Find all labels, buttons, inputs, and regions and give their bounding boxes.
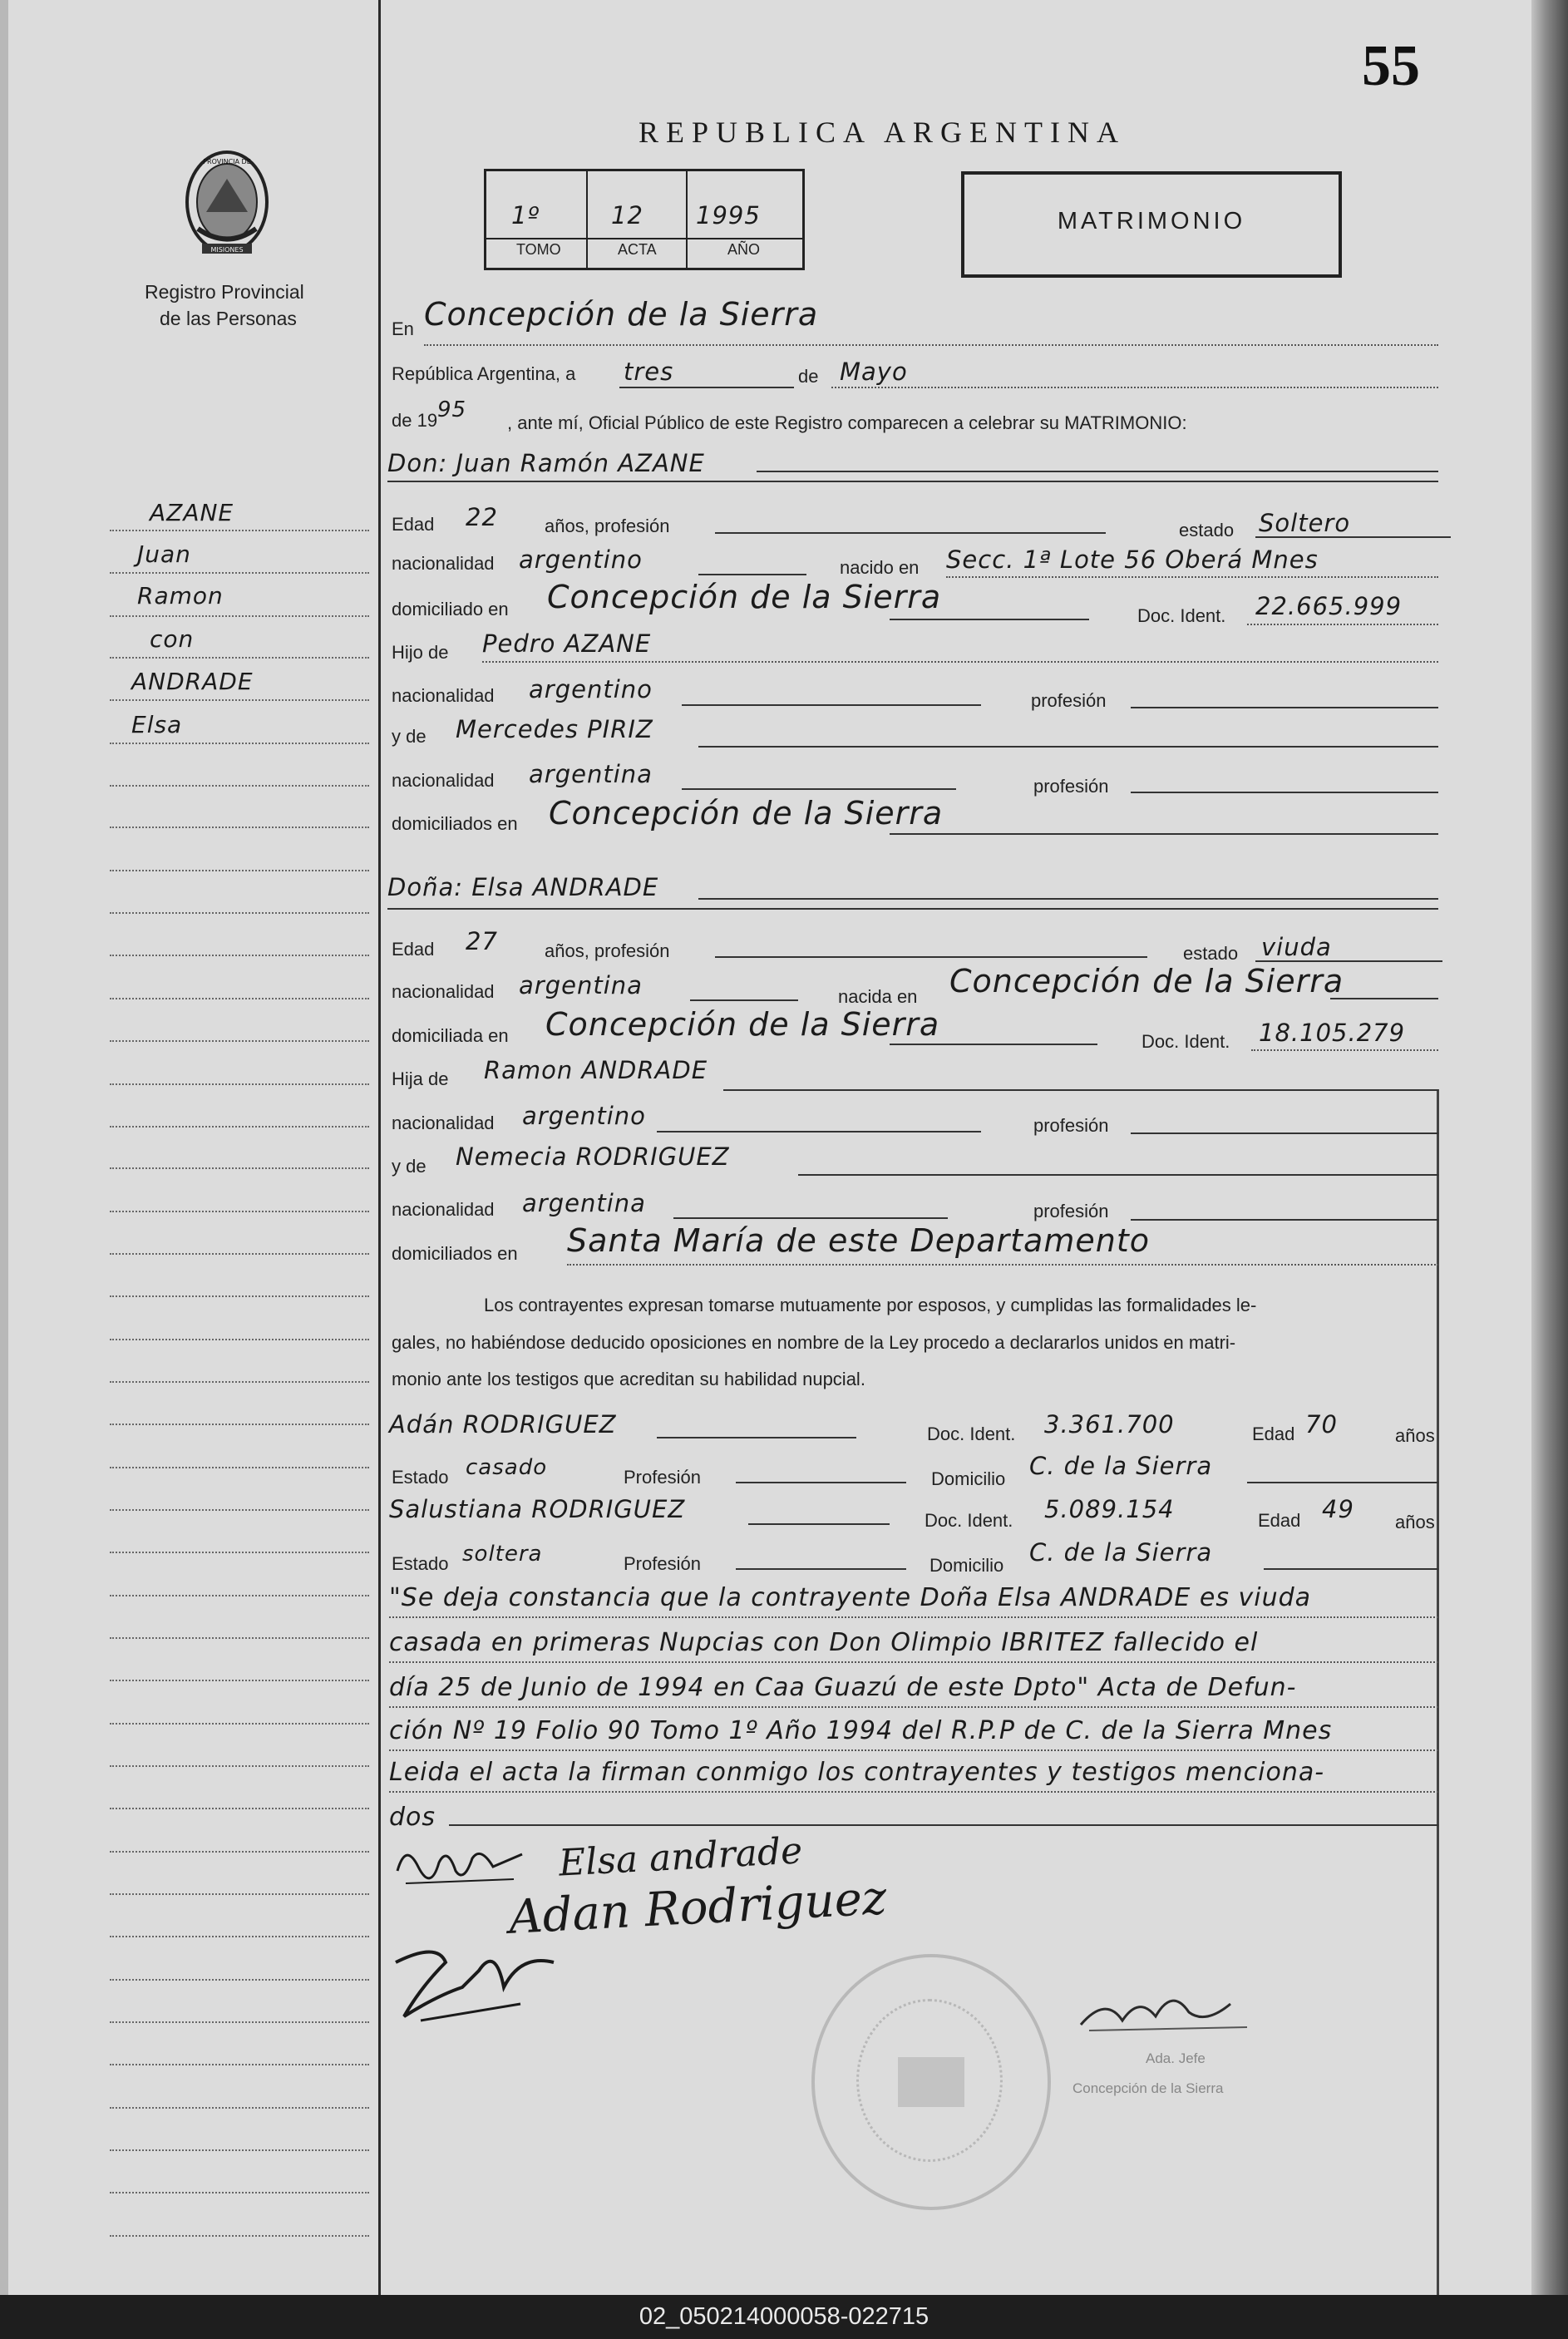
bride-domiciliada-label: domiciliada en (392, 1025, 509, 1046)
groom-nac-label: nacionalidad (392, 553, 495, 574)
anio-value: 1995 (696, 201, 761, 229)
bride-edad-label: Edad (392, 939, 435, 960)
bride-hija-label: Hija de (392, 1068, 449, 1089)
acta-value: 12 (611, 201, 643, 229)
groom-father-prof-label: profesión (1031, 690, 1107, 711)
groom-name: Don: Juan Ramón AZANE (387, 449, 705, 477)
witness1-doc: 3.361.700 (1044, 1410, 1175, 1438)
groom-estado-label: estado (1179, 520, 1235, 540)
bride-nac-label: nacionalidad (392, 981, 495, 1002)
bride-domicile: Concepción de la Sierra (545, 1006, 940, 1043)
registry-stamp (811, 1954, 1051, 2210)
groom-mother: Mercedes PIRIZ (456, 715, 653, 743)
bride-estado: viuda (1261, 933, 1332, 961)
official-stamp-line-1: Ada. Jefe (1146, 2050, 1206, 2066)
groom-father-nac-label: nacionalidad (392, 685, 495, 706)
groom-domiciliado-label: domiciliado en (392, 599, 509, 619)
right-border (1437, 1089, 1439, 2295)
anio-label: AÑO (727, 241, 761, 258)
margin-note-name3: Elsa (131, 711, 183, 738)
bride-profesion-label: años, profesión (545, 940, 670, 961)
label-republica: República Argentina, a (392, 363, 576, 384)
groom-parents-domicile: Concepción de la Sierra (549, 795, 944, 831)
note-line-5: Leida el acta la firman conmigo los contrayentes y testigos menciona- (389, 1758, 1325, 1787)
bride-age: 27 (466, 927, 498, 955)
bride-mother-prof-label: profesión (1033, 1201, 1109, 1221)
intro-month: Mayo (840, 358, 908, 386)
bride-mother: Nemecia RODRIGUEZ (456, 1142, 730, 1171)
registry-line-1: Registro Provincial (145, 281, 304, 303)
bride-nacida-label: nacida en (838, 986, 918, 1007)
country-title: REPUBLICA ARGENTINA (639, 116, 1127, 149)
groom-mother-nac-label: nacionalidad (392, 770, 495, 791)
margin-note-name1: Juan (137, 540, 191, 568)
bride-name: Doña: Elsa ANDRADE (387, 873, 659, 901)
bride-birthplace: Concepción de la Sierra (949, 963, 1344, 999)
page-number: 55 (1362, 34, 1420, 98)
bride-nacionalidad: argentina (519, 971, 643, 999)
intro-statement: , ante mí, Oficial Público de este Registro comparecen a celebrar su MATRIMONIO: (507, 412, 1187, 433)
margin-note-surname: AZANE (150, 499, 234, 526)
witness2-profesion-label: Profesión (624, 1553, 701, 1574)
groom-domicile: Concepción de la Sierra (547, 579, 942, 615)
bride-father-prof-label: profesión (1033, 1115, 1109, 1136)
witness2-doc: 5.089.154 (1044, 1495, 1175, 1523)
groom-yde-label: y de (392, 726, 427, 747)
label-year-prefix: de 19 (392, 410, 438, 431)
bride-father-nac: argentino (522, 1102, 646, 1130)
witness1-edad-label: Edad (1252, 1424, 1295, 1444)
witness1-estado: casado (466, 1455, 548, 1480)
witness1-doc-label: Doc. Ident. (927, 1424, 1016, 1444)
witness1-age: 70 (1305, 1410, 1338, 1438)
witness2-doc-label: Doc. Ident. (925, 1510, 1013, 1531)
witness2-name: Salustiana RODRIGUEZ (389, 1495, 686, 1523)
act-type-label: MATRIMONIO (1057, 208, 1246, 234)
act-type-box (961, 171, 1342, 278)
seal-text-top: PROVINCIA DE (203, 158, 251, 165)
witness2-signature (387, 1937, 587, 2033)
groom-doc-label: Doc. Ident. (1137, 605, 1226, 626)
footer-id: 02_050214000058-022715 (639, 2303, 929, 2330)
groom-mother-prof-label: profesión (1033, 776, 1109, 797)
province-seal (181, 146, 273, 262)
witness2-age: 49 (1322, 1495, 1354, 1523)
declaration-line-1: Los contrayentes expresan tomarse mutuamente por esposos, y cumplidas las formalidades le- (484, 1295, 1257, 1315)
witness2-anos-label: años (1395, 1512, 1435, 1532)
witness-signature: Adan Rodriguez (507, 1871, 888, 1945)
witness2-edad-label: Edad (1258, 1510, 1301, 1531)
groom-doc: 22.665.999 (1255, 592, 1403, 620)
bride-doc: 18.105.279 (1259, 1019, 1406, 1047)
tomo-value: 1º (511, 201, 540, 229)
groom-age: 22 (466, 503, 498, 531)
declaration-line-2: gales, no habiéndose deducido oposiciones en nombre de la Ley procedo a declararlos unidos en matri- (392, 1332, 1236, 1353)
label-de-month: de (798, 366, 819, 387)
tomo-label: TOMO (516, 241, 561, 258)
label-en: En (392, 318, 414, 339)
note-line-2: casada en primeras Nupcias con Don Olimpio IBRITEZ fallecido el (389, 1628, 1259, 1657)
binding-edge (0, 0, 8, 2295)
margin-note-surname2: ANDRADE (131, 668, 254, 695)
groom-nacionalidad: argentino (519, 545, 643, 574)
groom-profesion-label: años, profesión (545, 516, 670, 536)
margin-note-name2: Ramon (137, 582, 224, 609)
groom-estado: Soltero (1259, 509, 1351, 537)
page-edge-shadow (1531, 0, 1568, 2295)
bride-mother-nac-label: nacionalidad (392, 1199, 495, 1220)
groom-domiciliados-label: domiciliados en (392, 813, 518, 834)
groom-father-nac: argentino (529, 675, 653, 703)
bride-parents-domicile: Santa María de este Departamento (567, 1222, 1150, 1259)
bride-father: Ramon ANDRADE (484, 1056, 708, 1084)
witness1-estado-label: Estado (392, 1467, 449, 1488)
groom-birthplace: Secc. 1ª Lote 56 Oberá Mnes (946, 545, 1319, 574)
witness2-estado-label: Estado (392, 1553, 449, 1574)
groom-edad-label: Edad (392, 514, 435, 535)
note-line-1: "Se deja constancia que la contrayente Doña Elsa ANDRADE es viuda (389, 1583, 1312, 1612)
bride-estado-label: estado (1183, 943, 1239, 964)
official-stamp-line-2: Concepción de la Sierra (1072, 2080, 1224, 2096)
bride-domiciliados-label: domiciliados en (392, 1243, 518, 1264)
groom-father: Pedro AZANE (482, 629, 652, 658)
note-line-3: día 25 de Junio de 1994 en Caa Guazú de este Dpto" Acta de Defun- (389, 1673, 1297, 1702)
official-signature (1072, 1979, 1255, 2050)
bride-father-nac-label: nacionalidad (392, 1113, 495, 1133)
groom-hijo-label: Hijo de (392, 642, 449, 663)
witness1-name: Adán RODRIGUEZ (389, 1410, 617, 1438)
witness1-anos-label: años (1395, 1425, 1435, 1446)
declaration-line-3: monio ante los testigos que acreditan su habilidad nupcial. (392, 1369, 865, 1389)
act-number-box (484, 169, 805, 270)
witness2-domicile: C. de la Sierra (1029, 1538, 1213, 1567)
intro-year: 95 (437, 397, 467, 422)
registry-line-2: de las Personas (160, 308, 297, 329)
note-line-4: ción Nº 19 Folio 90 Tomo 1º Año 1994 del R.P.P de C. de la Sierra Mnes (389, 1716, 1333, 1745)
margin-note-con: con (150, 625, 195, 653)
bride-mother-nac: argentina (522, 1189, 646, 1217)
witness2-estado: soltera (462, 1542, 543, 1567)
margin-divider (378, 0, 381, 2295)
witness1-domicile: C. de la Sierra (1029, 1452, 1213, 1480)
note-line-6: dos (389, 1803, 436, 1832)
groom-nacido-label: nacido en (840, 557, 920, 578)
bride-signature: Elsa andrade (557, 1829, 804, 1885)
bride-yde-label: y de (392, 1156, 427, 1177)
seal-text-bottom: MISIONES (210, 246, 244, 254)
witness1-domicilio-label: Domicilio (931, 1468, 1006, 1489)
witness1-profesion-label: Profesión (624, 1467, 701, 1488)
witness2-domicilio-label: Domicilio (929, 1555, 1004, 1576)
intro-place: Concepción de la Sierra (424, 296, 819, 333)
bride-doc-label: Doc. Ident. (1141, 1031, 1230, 1052)
acta-label: ACTA (618, 241, 657, 258)
groom-mother-nac: argentina (529, 760, 653, 788)
intro-day: tres (624, 358, 674, 386)
